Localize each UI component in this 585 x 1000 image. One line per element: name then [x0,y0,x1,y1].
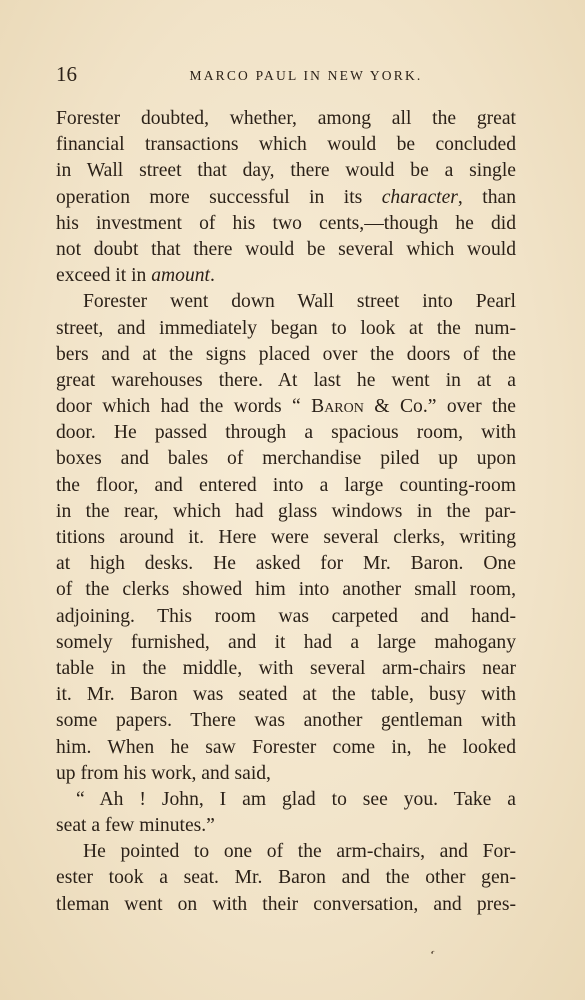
text-line: “ Ah ! John, I am glad to see you. Take a [76,788,516,810]
text-line [56,263,516,289]
page-number: 16 [56,62,77,86]
text-line: his investment of his two cents,—though he did [56,212,516,234]
quotation [56,787,516,839]
text-line: great warehouses there. At last he went in at a [56,369,516,391]
text-line: it. Mr. Baron was seated at the table, busy with [56,684,516,706]
text-run: operation more successful in its [56,186,382,208]
text-run: . [210,265,215,287]
paragraph-3 [56,839,516,918]
page-header [56,62,516,86]
text-run: exceed it in [56,265,152,287]
text-line: bers and at the signs placed over the doors of the [56,343,516,365]
text-line: Forester went down Wall street into Pearl [83,291,516,313]
text-run: , than [457,186,516,208]
text-line: financial transactions which would be concluded [56,134,516,156]
text-line: He pointed to one of the arm-chairs, and For- [83,841,516,863]
page-body [56,106,516,918]
text-line: somely furnished, and it had a large mahogany [56,631,516,653]
text-line [56,185,516,211]
text-run: door which had the words “ [56,396,312,418]
text-line: ester took a seat. Mr. Baron and the other gen- [56,867,516,889]
text-line: seat a few minutes.” [56,815,215,837]
text-line: street, and immediately began to look at the num- [56,317,516,339]
text-line: boxes and bales of merchandise piled up upon [56,448,516,470]
text-line: door. He passed through a spacious room, with [56,422,516,444]
small-caps-name: Baron [311,396,364,418]
text-line: titions around it. Here were several clerks, writing [56,527,516,548]
stray-ink-mark: ‘ [424,947,437,964]
text-line: tleman went on with their conversation, and pres- [56,893,516,915]
text-line: him. When he saw Forester come in, he looked [56,736,516,758]
text-line: at high desks. He asked for Mr. Baron. One [56,553,516,575]
paragraph-2 [56,289,516,787]
text-line: Forester doubted, whether, among all the great [56,108,516,129]
text-line: table in the middle, with several arm-chairs near [56,657,516,679]
text-line: not doubt that there would be several which would [56,238,516,260]
italic-word: character [381,186,458,208]
text-line: in Wall street that day, there would be a single [56,160,516,182]
running-title: MARCO PAUL IN NEW YORK. [189,68,423,83]
text-line: up from his work, and said, [56,762,271,784]
text-line: some papers. There was another gentleman with [56,710,516,732]
paragraph-1 [56,106,516,289]
text-run: & Co.” over the [363,396,516,418]
text-line: in the rear, which had glass windows in the par- [56,500,516,522]
italic-word: amount [151,265,210,287]
text-line: of the clerks showed him into another small room, [56,579,516,601]
text-line: the floor, and entered into a large counting-room [56,474,516,496]
text-line: adjoining. This room was carpeted and hand- [56,605,516,627]
text-line [56,394,516,420]
